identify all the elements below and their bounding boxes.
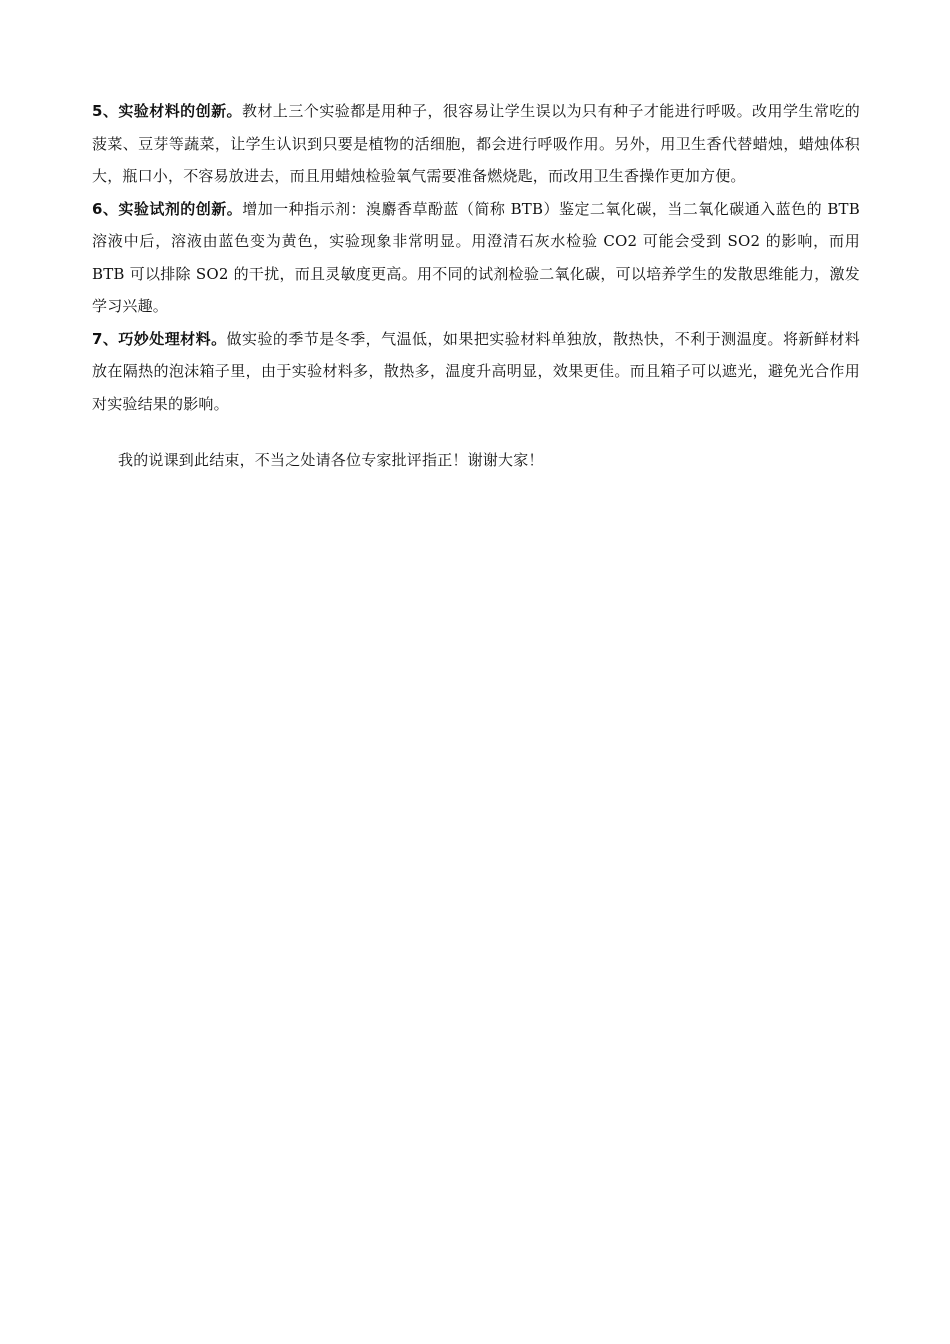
section-7-body: 做实验的季节是冬季，气温低，如果把实验材料单独放，散热快，不利于测温度。将新鲜材料放在隔热的泡沫箱子里，由于实验材料多，散热多，温度升高明显，效果更佳。而且箱子可以遮光，避免光合作用对实验结果的影响。 <box>92 329 860 413</box>
section-6-heading: 6、实验试剂的创新。 <box>92 199 243 218</box>
section-7-heading: 7、巧妙处理材料。 <box>92 329 227 348</box>
section-6-paragraph <box>92 193 860 323</box>
section-5-heading: 5、实验材料的创新。 <box>92 102 242 120</box>
section-7-paragraph <box>92 323 860 421</box>
document-page <box>92 95 860 477</box>
closing-remark: 我的说课到此结束，不当之处请各位专家批评指正！谢谢大家！ <box>118 451 544 469</box>
section-5-paragraph <box>92 95 860 193</box>
section-6-body: 增加一种指示剂：溴麝香草酚蓝（简称 BTB）鉴定二氧化碳，当二氧化碳通入蓝色的 BTB 溶液中后，溶液由蓝色变为黄色，实验现象非常明显。用澄清石灰水检验 CO2 可能会受到 SO2 的影响，而用 BTB 可以排除 SO2 的干扰，而且灵敏度更高。用不同的试剂检验二氧化碳，可以培养学生的发散思维能力，激发学习兴趣。 <box>92 199 860 315</box>
section-5-body: 教材上三个实验都是用种子，很容易让学生误以为只有种子才能进行呼吸。改用学生常吃的菠菜、豆芽等蔬菜，让学生认识到只要是植物的活细胞，都会进行呼吸作用。另外，用卫生香代替蜡烛，蜡烛体积大，瓶口小，不容易放进去，而且用蜡烛检验氧气需要准备燃烧匙，而改用卫生香操作更加方便。 <box>92 102 860 185</box>
